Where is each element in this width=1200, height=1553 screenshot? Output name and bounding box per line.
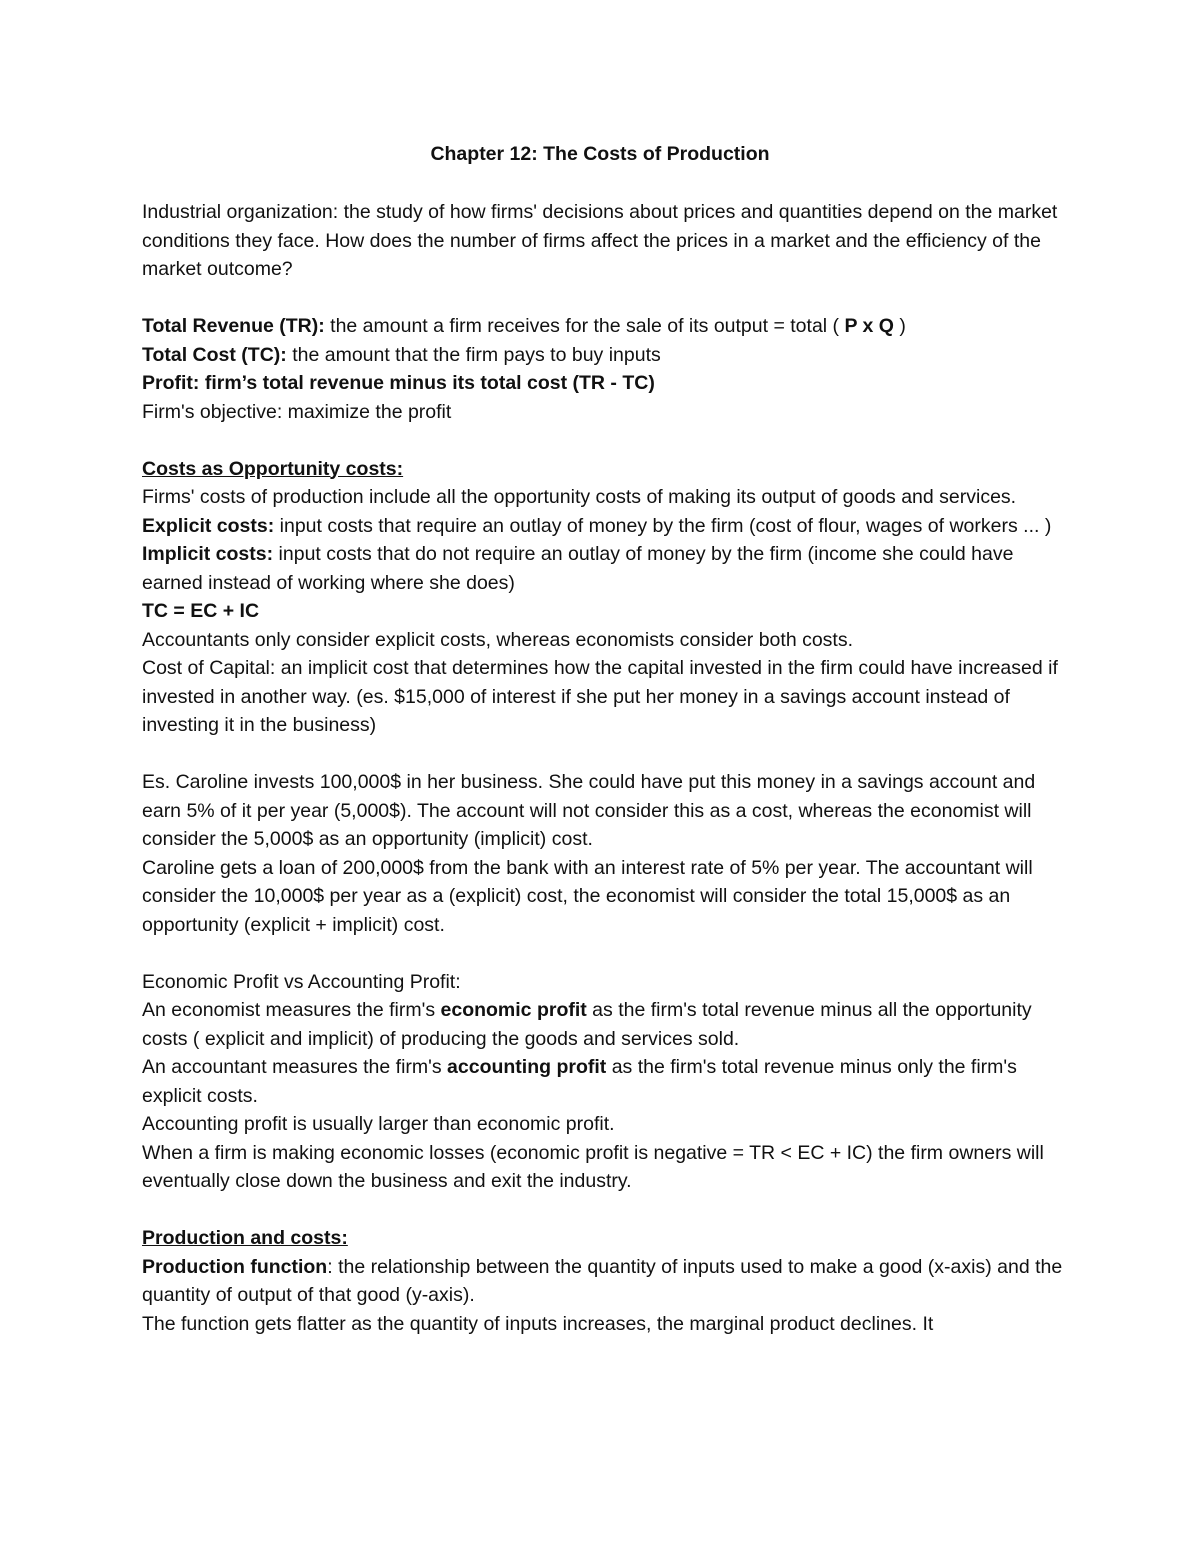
total-cost-formula (142, 597, 1067, 626)
accounting-profit-pre: An accountant measures the firm's (142, 1056, 448, 1078)
accountants-note: Accountants only consider explicit costs, whereas economists consider both costs. (142, 628, 854, 651)
total-revenue-formula: P x Q (844, 315, 894, 337)
production-costs-heading-text: Production and costs: (142, 1227, 348, 1249)
intro-paragraph: Industrial organization: the study of how firms' decisions about prices and quantities depend on the market conditions they face. How does the number of firms affect the prices in a market and the efficiency of the market outcome? (142, 201, 1058, 280)
economic-profit-definition (142, 996, 1067, 1053)
total-cost-definition (142, 341, 1067, 370)
production-function-definition (142, 1253, 1067, 1310)
spacer (142, 740, 1067, 769)
profit-text: Profit: firm’s total revenue minus its total cost (TR - TC) (142, 372, 655, 394)
total-revenue-definition (142, 312, 1067, 341)
spacer (142, 1196, 1067, 1225)
document-body (142, 198, 1067, 1338)
economic-profit-term: economic profit (440, 999, 587, 1021)
total-cost-formula-text: TC = EC + IC (142, 600, 260, 622)
explicit-costs-label: Explicit costs: (142, 514, 275, 537)
economic-profit-pre: An economist measures the firm's (142, 999, 441, 1021)
accounting-profit-definition (142, 1053, 1067, 1110)
total-revenue-text: the amount a firm receives for the sale of its output = total ( (324, 315, 845, 337)
spacer (142, 284, 1067, 313)
profit-definition (142, 369, 1067, 398)
implicit-costs-definition (142, 540, 1067, 597)
page-title: Chapter 12: The Costs of Production (430, 143, 770, 165)
example-paragraph-1: Es. Caroline invests 100,000$ in her business. She could have put this money in a savings account and earn 5% of it per year (5,000$). The account will not consider this as a cost, whereas the economist will consider the 5,000$ as an opportunity (implicit) cost. (142, 771, 1036, 850)
production-function-text: : the relationship between the quantity of inputs used to make a good (x-axis) and the quantity of output of that good (y-axis). (142, 1255, 1063, 1306)
economic-losses: When a firm is making economic losses (economic profit is negative = TR < EC + IC) the firm owners will eventually close down the business and exit the industry. (142, 1141, 1044, 1192)
accounting-profit-larger: Accounting profit is usually larger than economic profit. (142, 1113, 615, 1135)
total-revenue-end: ) (893, 315, 906, 337)
opportunity-costs-description: Firms' costs of production include all the opportunity costs of making its output of goods and services. (142, 486, 1017, 508)
implicit-costs-label: Implicit costs: (142, 543, 274, 565)
economic-vs-accounting-heading: Economic Profit vs Accounting Profit: (142, 970, 461, 993)
implicit-costs-text: input costs that do not require an outlay of money by the firm (income she could have earned instead of working where she does) (142, 543, 1014, 594)
accounting-profit-term: accounting profit (447, 1056, 607, 1078)
spacer (142, 426, 1067, 455)
explicit-costs-definition (142, 512, 1067, 541)
economic-profit-post: as the firm's total revenue minus all the opportunity costs ( explicit and implicit) of producing the goods and services sold. (142, 999, 1032, 1050)
opportunity-costs-heading (142, 455, 1067, 484)
total-cost-text: the amount that the firm pays to buy inputs (286, 343, 661, 366)
spacer (142, 939, 1067, 968)
accounting-profit-post: as the firm's total revenue minus only the firm's explicit costs. (142, 1056, 1017, 1107)
cost-of-capital: Cost of Capital: an implicit cost that determines how the capital invested in the firm could have increased if invested in another way. (es. $15,000 of interest if she put her money in a savings account instead of investing it in the business) (142, 657, 1058, 736)
explicit-costs-text: input costs that require an outlay of money by the firm (cost of flour, wages of workers ... ) (274, 514, 1052, 537)
production-function-label: Production function (142, 1255, 328, 1278)
firm-objective: Firm's objective: maximize the profit (142, 400, 452, 423)
total-cost-label: Total Cost (TC): (142, 343, 287, 366)
production-function-flatter: The function gets flatter as the quantity of inputs increases, the marginal product declines. It (142, 1312, 934, 1335)
production-costs-heading (142, 1224, 1067, 1253)
opportunity-costs-heading-text: Costs as Opportunity costs: (142, 457, 404, 480)
example-paragraph-2: Caroline gets a loan of 200,000$ from the bank with an interest rate of 5% per year. The accountant will consider the 10,000$ per year as a (explicit) cost, the economist will consider the total 15,000$ as an opportunity (explicit + implicit) cost. (142, 856, 1033, 936)
total-revenue-label: Total Revenue (TR): (142, 315, 325, 337)
